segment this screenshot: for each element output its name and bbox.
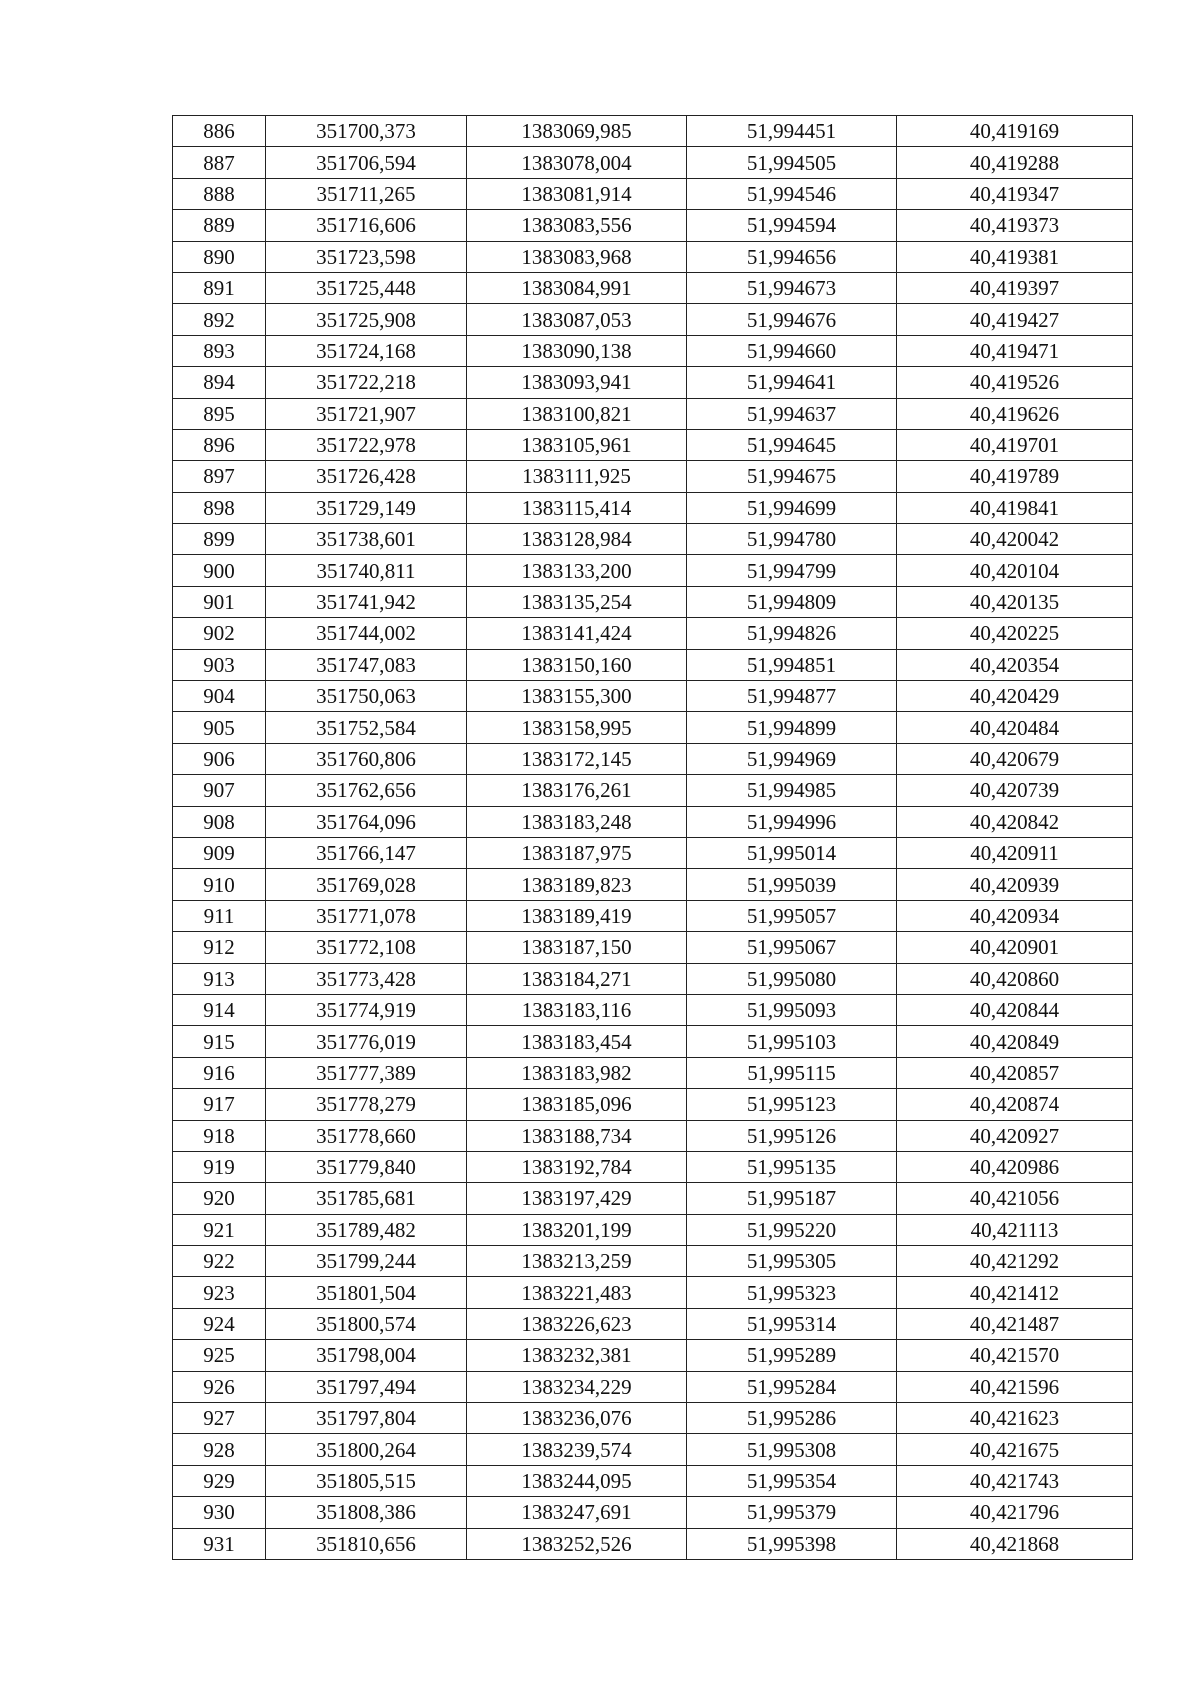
table-row (173, 1120, 1133, 1151)
y-coordinate-cell: 1383201,199 (467, 1214, 687, 1245)
y-coordinate-cell: 1383197,429 (467, 1183, 687, 1214)
point-number-cell: 898 (173, 492, 266, 523)
latitude-cell: 40,420739 (897, 775, 1133, 806)
point-number-cell: 904 (173, 681, 266, 712)
longitude-cell: 51,995286 (687, 1403, 897, 1434)
latitude-cell: 40,420842 (897, 806, 1133, 837)
table-row (173, 1340, 1133, 1371)
point-number-cell: 928 (173, 1434, 266, 1465)
y-coordinate-cell: 1383189,823 (467, 869, 687, 900)
y-coordinate-cell: 1383189,419 (467, 900, 687, 931)
table-row (173, 241, 1133, 272)
coordinates-table-body (173, 116, 1133, 1560)
x-coordinate-cell: 351716,606 (266, 210, 467, 241)
table-row (173, 210, 1133, 241)
table-row (173, 461, 1133, 492)
x-coordinate-cell: 351805,515 (266, 1465, 467, 1496)
x-coordinate-cell: 351799,244 (266, 1246, 467, 1277)
y-coordinate-cell: 1383128,984 (467, 524, 687, 555)
point-number-cell: 891 (173, 272, 266, 303)
point-number-cell: 895 (173, 398, 266, 429)
latitude-cell: 40,419471 (897, 335, 1133, 366)
longitude-cell: 51,995080 (687, 963, 897, 994)
latitude-cell: 40,420939 (897, 869, 1133, 900)
latitude-cell: 40,419701 (897, 429, 1133, 460)
table-row (173, 178, 1133, 209)
x-coordinate-cell: 351740,811 (266, 555, 467, 586)
longitude-cell: 51,995305 (687, 1246, 897, 1277)
x-coordinate-cell: 351752,584 (266, 712, 467, 743)
y-coordinate-cell: 1383090,138 (467, 335, 687, 366)
x-coordinate-cell: 351774,919 (266, 994, 467, 1025)
table-row (173, 1497, 1133, 1528)
longitude-cell: 51,995135 (687, 1151, 897, 1182)
table-row (173, 1371, 1133, 1402)
y-coordinate-cell: 1383183,454 (467, 1026, 687, 1057)
longitude-cell: 51,995067 (687, 932, 897, 963)
y-coordinate-cell: 1383213,259 (467, 1246, 687, 1277)
table-row (173, 1026, 1133, 1057)
point-number-cell: 886 (173, 116, 266, 147)
latitude-cell: 40,421056 (897, 1183, 1133, 1214)
y-coordinate-cell: 1383236,076 (467, 1403, 687, 1434)
latitude-cell: 40,420679 (897, 743, 1133, 774)
x-coordinate-cell: 351721,907 (266, 398, 467, 429)
table-row (173, 429, 1133, 460)
point-number-cell: 913 (173, 963, 266, 994)
x-coordinate-cell: 351724,168 (266, 335, 467, 366)
y-coordinate-cell: 1383135,254 (467, 586, 687, 617)
latitude-cell: 40,421113 (897, 1214, 1133, 1245)
latitude-cell: 40,421675 (897, 1434, 1133, 1465)
point-number-cell: 918 (173, 1120, 266, 1151)
latitude-cell: 40,421868 (897, 1528, 1133, 1559)
table-row (173, 743, 1133, 774)
point-number-cell: 905 (173, 712, 266, 743)
table-row (173, 869, 1133, 900)
table-row (173, 1151, 1133, 1182)
latitude-cell: 40,420354 (897, 649, 1133, 680)
longitude-cell: 51,995115 (687, 1057, 897, 1088)
latitude-cell: 40,420844 (897, 994, 1133, 1025)
y-coordinate-cell: 1383187,975 (467, 837, 687, 868)
longitude-cell: 51,994877 (687, 681, 897, 712)
y-coordinate-cell: 1383192,784 (467, 1151, 687, 1182)
longitude-cell: 51,994996 (687, 806, 897, 837)
point-number-cell: 916 (173, 1057, 266, 1088)
latitude-cell: 40,421623 (897, 1403, 1133, 1434)
longitude-cell: 51,994637 (687, 398, 897, 429)
longitude-cell: 51,994699 (687, 492, 897, 523)
latitude-cell: 40,420911 (897, 837, 1133, 868)
point-number-cell: 917 (173, 1089, 266, 1120)
point-number-cell: 920 (173, 1183, 266, 1214)
longitude-cell: 51,994505 (687, 147, 897, 178)
latitude-cell: 40,421796 (897, 1497, 1133, 1528)
point-number-cell: 907 (173, 775, 266, 806)
y-coordinate-cell: 1383184,271 (467, 963, 687, 994)
latitude-cell: 40,419288 (897, 147, 1133, 178)
longitude-cell: 51,994641 (687, 367, 897, 398)
point-number-cell: 922 (173, 1246, 266, 1277)
table-row (173, 681, 1133, 712)
latitude-cell: 40,419397 (897, 272, 1133, 303)
y-coordinate-cell: 1383232,381 (467, 1340, 687, 1371)
longitude-cell: 51,995284 (687, 1371, 897, 1402)
longitude-cell: 51,995126 (687, 1120, 897, 1151)
longitude-cell: 51,994645 (687, 429, 897, 460)
y-coordinate-cell: 1383252,526 (467, 1528, 687, 1559)
x-coordinate-cell: 351741,942 (266, 586, 467, 617)
table-row (173, 1403, 1133, 1434)
y-coordinate-cell: 1383069,985 (467, 116, 687, 147)
table-row (173, 963, 1133, 994)
y-coordinate-cell: 1383226,623 (467, 1308, 687, 1339)
x-coordinate-cell: 351789,482 (266, 1214, 467, 1245)
table-row (173, 1528, 1133, 1559)
longitude-cell: 51,995308 (687, 1434, 897, 1465)
longitude-cell: 51,994673 (687, 272, 897, 303)
longitude-cell: 51,995103 (687, 1026, 897, 1057)
longitude-cell: 51,994675 (687, 461, 897, 492)
x-coordinate-cell: 351723,598 (266, 241, 467, 272)
latitude-cell: 40,419381 (897, 241, 1133, 272)
point-number-cell: 894 (173, 367, 266, 398)
point-number-cell: 923 (173, 1277, 266, 1308)
y-coordinate-cell: 1383081,914 (467, 178, 687, 209)
table-row (173, 147, 1133, 178)
point-number-cell: 912 (173, 932, 266, 963)
longitude-cell: 51,994656 (687, 241, 897, 272)
table-row (173, 524, 1133, 555)
x-coordinate-cell: 351771,078 (266, 900, 467, 931)
table-row (173, 994, 1133, 1025)
point-number-cell: 925 (173, 1340, 266, 1371)
point-number-cell: 900 (173, 555, 266, 586)
latitude-cell: 40,420484 (897, 712, 1133, 743)
longitude-cell: 51,994985 (687, 775, 897, 806)
latitude-cell: 40,421743 (897, 1465, 1133, 1496)
x-coordinate-cell: 351760,806 (266, 743, 467, 774)
table-row (173, 367, 1133, 398)
table-row (173, 1183, 1133, 1214)
latitude-cell: 40,419526 (897, 367, 1133, 398)
y-coordinate-cell: 1383239,574 (467, 1434, 687, 1465)
latitude-cell: 40,420135 (897, 586, 1133, 617)
point-number-cell: 902 (173, 618, 266, 649)
point-number-cell: 903 (173, 649, 266, 680)
x-coordinate-cell: 351798,004 (266, 1340, 467, 1371)
point-number-cell: 893 (173, 335, 266, 366)
x-coordinate-cell: 351764,096 (266, 806, 467, 837)
y-coordinate-cell: 1383221,483 (467, 1277, 687, 1308)
longitude-cell: 51,994676 (687, 304, 897, 335)
table-row (173, 1434, 1133, 1465)
latitude-cell: 40,420874 (897, 1089, 1133, 1120)
latitude-cell: 40,420927 (897, 1120, 1133, 1151)
latitude-cell: 40,421292 (897, 1246, 1133, 1277)
x-coordinate-cell: 351773,428 (266, 963, 467, 994)
point-number-cell: 926 (173, 1371, 266, 1402)
x-coordinate-cell: 351744,002 (266, 618, 467, 649)
table-row (173, 900, 1133, 931)
x-coordinate-cell: 351801,504 (266, 1277, 467, 1308)
y-coordinate-cell: 1383183,248 (467, 806, 687, 837)
x-coordinate-cell: 351797,494 (266, 1371, 467, 1402)
point-number-cell: 914 (173, 994, 266, 1025)
latitude-cell: 40,420934 (897, 900, 1133, 931)
y-coordinate-cell: 1383084,991 (467, 272, 687, 303)
point-number-cell: 899 (173, 524, 266, 555)
latitude-cell: 40,419427 (897, 304, 1133, 335)
y-coordinate-cell: 1383078,004 (467, 147, 687, 178)
x-coordinate-cell: 351769,028 (266, 869, 467, 900)
x-coordinate-cell: 351750,063 (266, 681, 467, 712)
table-row (173, 335, 1133, 366)
longitude-cell: 51,995014 (687, 837, 897, 868)
longitude-cell: 51,994969 (687, 743, 897, 774)
x-coordinate-cell: 351711,265 (266, 178, 467, 209)
x-coordinate-cell: 351778,279 (266, 1089, 467, 1120)
y-coordinate-cell: 1383111,925 (467, 461, 687, 492)
point-number-cell: 910 (173, 869, 266, 900)
latitude-cell: 40,419347 (897, 178, 1133, 209)
latitude-cell: 40,420849 (897, 1026, 1133, 1057)
latitude-cell: 40,420986 (897, 1151, 1133, 1182)
longitude-cell: 51,995093 (687, 994, 897, 1025)
x-coordinate-cell: 351797,804 (266, 1403, 467, 1434)
y-coordinate-cell: 1383105,961 (467, 429, 687, 460)
y-coordinate-cell: 1383244,095 (467, 1465, 687, 1496)
longitude-cell: 51,995398 (687, 1528, 897, 1559)
latitude-cell: 40,421412 (897, 1277, 1133, 1308)
point-number-cell: 908 (173, 806, 266, 837)
latitude-cell: 40,420225 (897, 618, 1133, 649)
table-row (173, 775, 1133, 806)
longitude-cell: 51,994594 (687, 210, 897, 241)
x-coordinate-cell: 351762,656 (266, 775, 467, 806)
x-coordinate-cell: 351766,147 (266, 837, 467, 868)
latitude-cell: 40,419841 (897, 492, 1133, 523)
y-coordinate-cell: 1383176,261 (467, 775, 687, 806)
x-coordinate-cell: 351729,149 (266, 492, 467, 523)
point-number-cell: 889 (173, 210, 266, 241)
point-number-cell: 911 (173, 900, 266, 931)
x-coordinate-cell: 351738,601 (266, 524, 467, 555)
x-coordinate-cell: 351725,448 (266, 272, 467, 303)
coordinates-table (172, 115, 1133, 1560)
point-number-cell: 915 (173, 1026, 266, 1057)
y-coordinate-cell: 1383150,160 (467, 649, 687, 680)
y-coordinate-cell: 1383185,096 (467, 1089, 687, 1120)
table-row (173, 1308, 1133, 1339)
table-row (173, 1246, 1133, 1277)
longitude-cell: 51,994899 (687, 712, 897, 743)
longitude-cell: 51,994660 (687, 335, 897, 366)
table-row (173, 1214, 1133, 1245)
table-row (173, 1465, 1133, 1496)
point-number-cell: 909 (173, 837, 266, 868)
y-coordinate-cell: 1383083,556 (467, 210, 687, 241)
table-row (173, 1277, 1133, 1308)
latitude-cell: 40,419373 (897, 210, 1133, 241)
y-coordinate-cell: 1383100,821 (467, 398, 687, 429)
point-number-cell: 921 (173, 1214, 266, 1245)
longitude-cell: 51,995314 (687, 1308, 897, 1339)
x-coordinate-cell: 351810,656 (266, 1528, 467, 1559)
latitude-cell: 40,421570 (897, 1340, 1133, 1371)
x-coordinate-cell: 351722,218 (266, 367, 467, 398)
longitude-cell: 51,994826 (687, 618, 897, 649)
x-coordinate-cell: 351778,660 (266, 1120, 467, 1151)
x-coordinate-cell: 351700,373 (266, 116, 467, 147)
point-number-cell: 930 (173, 1497, 266, 1528)
table-row (173, 586, 1133, 617)
table-row (173, 555, 1133, 586)
point-number-cell: 892 (173, 304, 266, 335)
y-coordinate-cell: 1383234,229 (467, 1371, 687, 1402)
point-number-cell: 906 (173, 743, 266, 774)
table-row (173, 837, 1133, 868)
y-coordinate-cell: 1383188,734 (467, 1120, 687, 1151)
table-row (173, 1057, 1133, 1088)
point-number-cell: 919 (173, 1151, 266, 1182)
longitude-cell: 51,994799 (687, 555, 897, 586)
point-number-cell: 931 (173, 1528, 266, 1559)
y-coordinate-cell: 1383172,145 (467, 743, 687, 774)
y-coordinate-cell: 1383158,995 (467, 712, 687, 743)
longitude-cell: 51,995123 (687, 1089, 897, 1120)
table-row (173, 398, 1133, 429)
x-coordinate-cell: 351777,389 (266, 1057, 467, 1088)
x-coordinate-cell: 351800,264 (266, 1434, 467, 1465)
y-coordinate-cell: 1383083,968 (467, 241, 687, 272)
y-coordinate-cell: 1383187,150 (467, 932, 687, 963)
point-number-cell: 897 (173, 461, 266, 492)
latitude-cell: 40,420901 (897, 932, 1133, 963)
longitude-cell: 51,995354 (687, 1465, 897, 1496)
x-coordinate-cell: 351785,681 (266, 1183, 467, 1214)
latitude-cell: 40,420429 (897, 681, 1133, 712)
table-row (173, 304, 1133, 335)
point-number-cell: 901 (173, 586, 266, 617)
table-row (173, 932, 1133, 963)
y-coordinate-cell: 1383141,424 (467, 618, 687, 649)
y-coordinate-cell: 1383247,691 (467, 1497, 687, 1528)
x-coordinate-cell: 351725,908 (266, 304, 467, 335)
longitude-cell: 51,994546 (687, 178, 897, 209)
y-coordinate-cell: 1383183,116 (467, 994, 687, 1025)
x-coordinate-cell: 351726,428 (266, 461, 467, 492)
table-row (173, 492, 1133, 523)
point-number-cell: 888 (173, 178, 266, 209)
longitude-cell: 51,995187 (687, 1183, 897, 1214)
latitude-cell: 40,420857 (897, 1057, 1133, 1088)
x-coordinate-cell: 351706,594 (266, 147, 467, 178)
latitude-cell: 40,420860 (897, 963, 1133, 994)
point-number-cell: 927 (173, 1403, 266, 1434)
y-coordinate-cell: 1383115,414 (467, 492, 687, 523)
longitude-cell: 51,995323 (687, 1277, 897, 1308)
table-row (173, 618, 1133, 649)
latitude-cell: 40,419169 (897, 116, 1133, 147)
y-coordinate-cell: 1383087,053 (467, 304, 687, 335)
y-coordinate-cell: 1383183,982 (467, 1057, 687, 1088)
table-row (173, 1089, 1133, 1120)
x-coordinate-cell: 351772,108 (266, 932, 467, 963)
latitude-cell: 40,420104 (897, 555, 1133, 586)
longitude-cell: 51,994451 (687, 116, 897, 147)
point-number-cell: 890 (173, 241, 266, 272)
x-coordinate-cell: 351747,083 (266, 649, 467, 680)
longitude-cell: 51,995057 (687, 900, 897, 931)
x-coordinate-cell: 351800,574 (266, 1308, 467, 1339)
x-coordinate-cell: 351779,840 (266, 1151, 467, 1182)
point-number-cell: 887 (173, 147, 266, 178)
latitude-cell: 40,420042 (897, 524, 1133, 555)
x-coordinate-cell: 351808,386 (266, 1497, 467, 1528)
longitude-cell: 51,994809 (687, 586, 897, 617)
longitude-cell: 51,994780 (687, 524, 897, 555)
point-number-cell: 929 (173, 1465, 266, 1496)
y-coordinate-cell: 1383133,200 (467, 555, 687, 586)
point-number-cell: 924 (173, 1308, 266, 1339)
latitude-cell: 40,419789 (897, 461, 1133, 492)
x-coordinate-cell: 351722,978 (266, 429, 467, 460)
latitude-cell: 40,419626 (897, 398, 1133, 429)
longitude-cell: 51,995220 (687, 1214, 897, 1245)
table-row (173, 272, 1133, 303)
point-number-cell: 896 (173, 429, 266, 460)
longitude-cell: 51,994851 (687, 649, 897, 680)
table-row (173, 712, 1133, 743)
longitude-cell: 51,995379 (687, 1497, 897, 1528)
table-row (173, 116, 1133, 147)
longitude-cell: 51,995289 (687, 1340, 897, 1371)
y-coordinate-cell: 1383155,300 (467, 681, 687, 712)
longitude-cell: 51,995039 (687, 869, 897, 900)
table-row (173, 649, 1133, 680)
latitude-cell: 40,421596 (897, 1371, 1133, 1402)
y-coordinate-cell: 1383093,941 (467, 367, 687, 398)
x-coordinate-cell: 351776,019 (266, 1026, 467, 1057)
latitude-cell: 40,421487 (897, 1308, 1133, 1339)
table-row (173, 806, 1133, 837)
